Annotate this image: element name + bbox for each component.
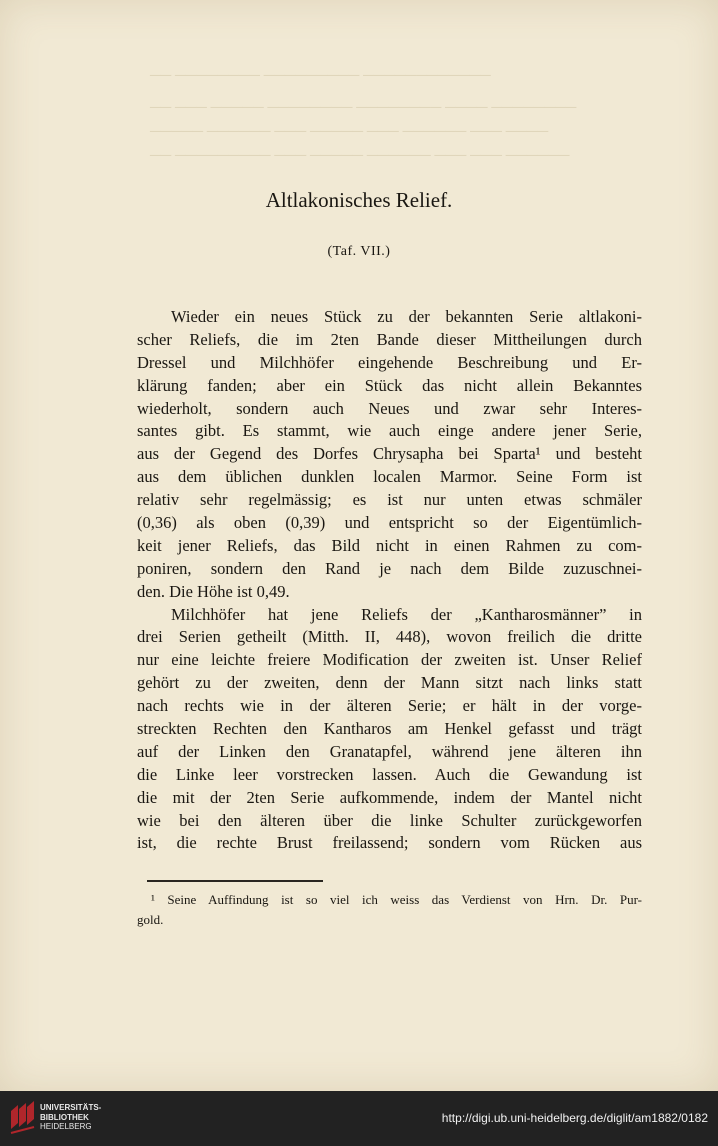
body-line: aus der Gegend des Dorfes Chrysapha bei Sparta¹ und besteht	[137, 444, 642, 464]
library-name-line: BIBLIOTHEK	[40, 1112, 89, 1122]
body-line: scher Reliefs, die im 2ten Bande dieser Mittheilungen durch	[137, 329, 642, 349]
footnote-line: ¹ Seine Auffindung ist so viel ich weiss das Verdienst von Hrn. Dr. Pur-	[151, 892, 642, 907]
library-name	[40, 1103, 101, 1132]
body-line: streckten Rechten den Kantharos am Henkel gefasst und trägt	[137, 719, 642, 739]
university-library-logo-icon	[8, 1097, 36, 1137]
body-line: poniren, sondern den Rand je nach dem Bilde zuzuschnei-	[137, 558, 642, 578]
body-line: auf der Linken den Granatapfel, während jene älteren ihn	[137, 741, 642, 761]
source-url-link[interactable]: http://digi.ub.uni-heidelberg.de/diglit/am1882/0182	[441, 1111, 708, 1125]
article-title: Altlakonisches Relief.	[265, 188, 453, 212]
show-through-text: ──────── ──── ──────── ──────── ───── ─── ──	[150, 100, 577, 116]
body-text	[137, 306, 642, 855]
body-line: Wieder ein neues Stück zu der bekannten Serie altlakoni-	[171, 307, 642, 326]
body-line: nur eine leichte freiere Modification der zweiten ist. Unser Relief	[137, 650, 642, 670]
body-line: Dressel und Milchhöfer eingehende Beschreibung und Er-	[137, 352, 642, 372]
library-name-line: HEIDELBERG	[40, 1122, 92, 1131]
show-through-text: ────── ─── ─── ────── ───── ─── ───────── ──	[150, 148, 570, 164]
body-line: keit jener Reliefs, das Bild nicht in einen Rahmen zu com-	[137, 535, 642, 555]
footnote	[137, 890, 642, 930]
body-line: santes gibt. Es stammt, wie auch einge andere jener Serie,	[137, 421, 642, 441]
body-line: wiederholt, sondern auch Neues und zwar sehr Interes-	[137, 398, 642, 418]
body-line: ist, die rechte Brust freilassend; sondern vom Rücken aus	[137, 833, 642, 853]
body-line: die mit der 2ten Serie aufkommende, indem der Mantel nicht	[137, 787, 642, 807]
body-line: gehört zu der zweiten, denn der Mann sitzt nach links statt	[137, 673, 642, 693]
body-line: nach rechts wie in der älteren Serie; er hält in der vorge-	[137, 696, 642, 716]
body-line: Milchhöfer hat jene Reliefs der „Kantharosmänner” in	[171, 604, 642, 624]
plate-reference: (Taf. VII.)	[327, 244, 391, 259]
library-name-line: UNIVERSITÄTS-	[40, 1103, 102, 1112]
show-through-text: ──────────── ───────── ──────── ──	[150, 68, 491, 84]
body-line: wie bei den älteren über die linke Schulter zurückgeworfen	[137, 810, 642, 830]
body-line: aus dem üblichen dunklen localen Marmor. Seine Form ist	[137, 467, 642, 487]
footer-bar	[0, 1091, 718, 1146]
footnote-divider	[147, 880, 323, 882]
body-line: klärung fanden; aber ein Stück das nicht allein Bekanntes	[137, 375, 642, 395]
body-line: relativ sehr regelmässig; es ist nur unten etwas schmäler	[137, 490, 642, 510]
body-line: (0,36) als oben (0,39) und entspricht so der Eigentümlich-	[137, 513, 642, 533]
show-through-text: ──── ─── ────── ─── ───── ─── ────── ─────	[150, 124, 549, 140]
body-line: die Linke leer vorstrecken lassen. Auch die Gewandung ist	[137, 764, 642, 784]
body-line: den. Die Höhe ist 0,49.	[137, 581, 290, 601]
body-line: drei Serien getheilt (Mitth. II, 448), wovon freilich die dritte	[137, 627, 642, 647]
footnote-line: gold.	[137, 912, 164, 927]
